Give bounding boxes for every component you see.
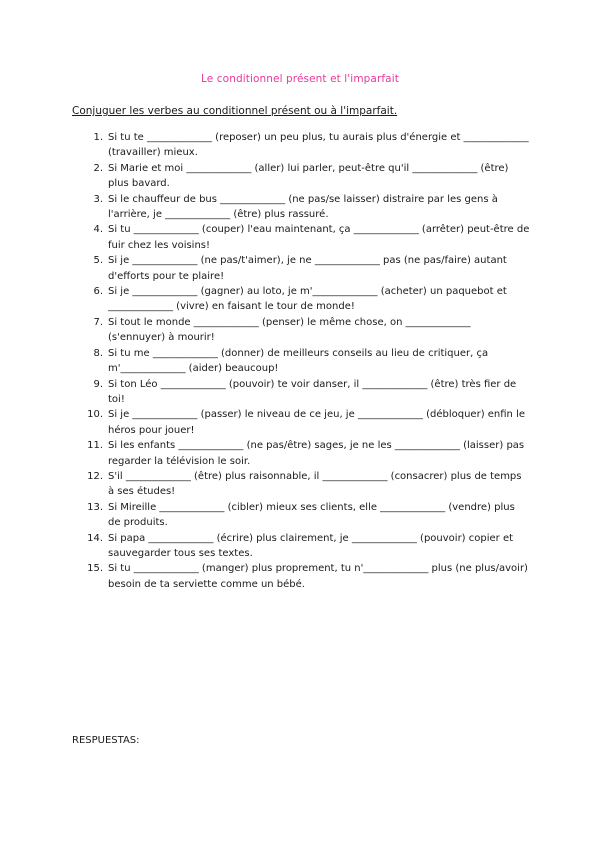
item-number: 6. — [93, 286, 103, 298]
exercise-item — [72, 407, 530, 438]
item-number: 10. — [87, 409, 103, 421]
item-number: 14. — [87, 532, 103, 544]
exercise-item — [72, 531, 530, 562]
exercise-item — [72, 377, 530, 408]
exercise-item — [72, 161, 530, 192]
item-number: 3. — [93, 193, 103, 205]
item-number: 8. — [93, 347, 103, 359]
item-number: 1. — [93, 132, 103, 143]
answers-label: RESPUESTAS: — [72, 735, 140, 746]
item-text: Si Mireille _____________ (cibler) mieux ses clients, elle _____________ (vendre) plus de produits. — [108, 501, 515, 529]
exercise-item — [72, 130, 530, 161]
item-text: Si je _____________ (passer) le niveau de ce jeu, je _____________ (débloquer) enfin le héros pour jouer! — [108, 409, 526, 436]
exercise-item — [72, 346, 530, 377]
item-text: Si tu me _____________ (donner) de meilleurs conseils au lieu de critiquer, ça m'_____________ (aider) beaucoup! — [108, 347, 489, 375]
exercise-item — [72, 253, 530, 284]
item-text: Si je _____________ (ne pas/t'aimer), je ne _____________ pas (ne pas/faire) autant d'efforts pour te plaire! — [108, 255, 507, 282]
item-number: 2. — [93, 162, 103, 174]
item-number: 9. — [93, 378, 103, 390]
item-number: 5. — [93, 255, 103, 267]
item-text: Si Marie et moi _____________ (aller) lui parler, peut-être qu'il _____________ (être) plus bavard. — [108, 162, 509, 190]
item-text: Si papa _____________ (écrire) plus clairement, je _____________ (pouvoir) copier et sauvegarder tous ses textes. — [108, 532, 514, 559]
item-number: 15. — [87, 563, 103, 575]
exercise-item — [72, 438, 530, 469]
exercise-list — [72, 130, 530, 592]
instruction: Conjuguer les verbes au conditionnel présent ou à l'imparfait. — [72, 105, 398, 117]
exercise-item — [72, 561, 530, 592]
exercise-item — [72, 315, 530, 346]
item-text: Si le chauffeur de bus _____________ (ne pas/se laisser) distraire par les gens à l'arrière, je _____________ (être) plus rassuré. — [108, 193, 498, 221]
item-number: 12. — [87, 470, 103, 482]
exercise-item — [72, 222, 530, 253]
item-text: Si je _____________ (gagner) au loto, je m'_____________ (acheter) un paquebot et _____________ (vivre) en faisant le tour de monde! — [108, 286, 507, 313]
item-text: Si ton Léo _____________ (pouvoir) te voir danser, il _____________ (être) très fier de toi! — [108, 378, 517, 405]
item-number: 11. — [87, 440, 103, 452]
exercise-item — [72, 500, 530, 531]
item-text: Si tu _____________ (couper) l'eau maintenant, ça _____________ (arrêter) peut-être de fuir chez les voisins! — [108, 224, 530, 251]
item-text: Si tout le monde _____________ (penser) le même chose, on _____________ (s'ennuyer) à mourir! — [108, 316, 471, 344]
item-number: 4. — [93, 224, 103, 236]
page-title: Le conditionnel présent et l'imparfait — [201, 73, 399, 85]
item-text: Si les enfants _____________ (ne pas/être) sages, je ne les _____________ (laisser) pas regarder la télévision le soir. — [108, 440, 525, 467]
exercise-item — [72, 469, 530, 500]
exercise-item — [72, 192, 530, 223]
item-text: S'il _____________ (être) plus raisonnable, il _____________ (consacrer) plus de temps à ses études! — [108, 470, 522, 498]
exercise-item — [72, 284, 530, 315]
item-text: Si tu _____________ (manger) plus proprement, tu n'_____________ plus (ne plus/avoir) besoin de ta serviette comme un bébé. — [108, 563, 528, 590]
item-number: 7. — [93, 316, 103, 328]
item-number: 13. — [87, 501, 103, 513]
item-text: Si tu te _____________ (reposer) un peu plus, tu aurais plus d'énergie et _____________ (travailler) mieux. — [108, 132, 529, 159]
